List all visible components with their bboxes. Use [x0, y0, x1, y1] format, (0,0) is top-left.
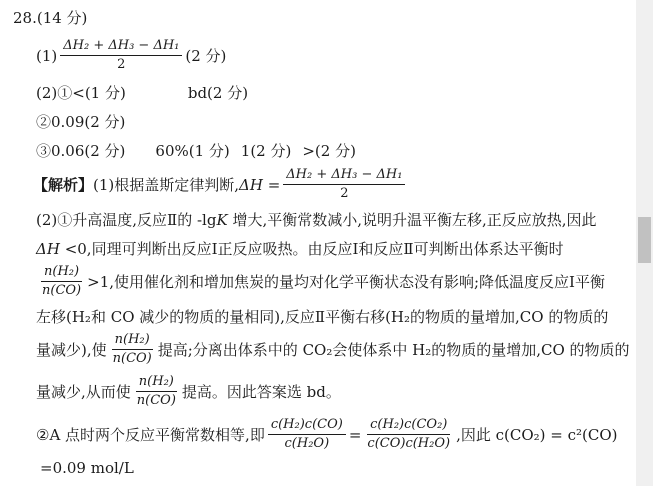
scrollbar-thumb[interactable]	[638, 217, 651, 263]
fraction-numerator: n(H₂)	[41, 264, 82, 282]
analysis-label: 【解析】	[33, 175, 94, 194]
fraction-numerator: n(H₂)	[136, 374, 177, 392]
delta-h: ΔH	[36, 240, 60, 258]
analysis-4-text: >1,使用催化剂和增加焦炭的量均对化学平衡状态没有影响;降低温度反应Ⅰ平衡	[87, 272, 605, 291]
analysis-line-8	[36, 417, 632, 452]
analysis-line-7	[36, 374, 632, 409]
analysis-line-4	[36, 264, 632, 299]
answer-2-3-b: 60%(1 分)	[155, 142, 230, 160]
answer-line-2-3	[36, 141, 632, 161]
analysis-1-text: (1)根据盖斯定律判断,	[93, 175, 240, 194]
mole-ratio-fraction	[134, 374, 179, 409]
analysis-line-3	[36, 239, 632, 259]
fraction-numerator: ΔH₂ + ΔH₃ − ΔH₁	[283, 167, 405, 185]
fraction-denominator: n(CO)	[42, 283, 82, 298]
fraction-denominator: n(CO)	[112, 351, 152, 366]
question-header-line	[13, 8, 632, 28]
variable-k: K	[216, 211, 228, 229]
analysis-7-text-b: 提高。因此答案选 bd。	[181, 382, 341, 401]
fraction-denominator: 2	[340, 186, 349, 201]
answer-1-score: (2 分)	[185, 46, 227, 65]
fraction-numerator: c(H₂)c(CO)	[268, 417, 346, 435]
analysis-line-2	[36, 210, 632, 230]
answer-2-3-d: >(2 分)	[302, 142, 356, 160]
delta-h-equals: ΔH =	[239, 175, 281, 194]
analysis-8-text-a: ②A 点时两个反应平衡常数相等,即	[36, 425, 265, 444]
question-number: 28.(14 分)	[13, 9, 88, 27]
answer-2-1-bd: bd(2 分)	[187, 84, 249, 102]
analysis-6-text-a: 量减少),使	[36, 340, 107, 359]
analysis-6-text-b: 提高;分离出体系中的 CO₂会使体系中 H₂的物质的量增加,CO 的物质的	[157, 340, 630, 359]
analysis-line-9	[40, 458, 632, 478]
scrollbar[interactable]	[636, 0, 653, 486]
analysis-line-5	[36, 307, 632, 327]
analysis-5-text: 左移(H₂和 CO 减少的物质的量相同),反应Ⅱ平衡右移(H₂的物质的量增加,CO 的物质的	[36, 308, 609, 326]
enthalpy-fraction	[283, 167, 405, 202]
fraction-numerator: c(H₂)c(CO₂)	[367, 417, 450, 435]
mole-ratio-fraction	[110, 332, 155, 367]
fraction-denominator: 2	[117, 57, 126, 72]
answer-2-1-value: (2)①<(1 分)	[36, 84, 126, 102]
analysis-2-text-a: (2)①升高温度,反应Ⅱ的 -lg	[36, 211, 217, 229]
analysis-8-text-b: ,因此 c(CO₂) = c²(CO)	[456, 425, 618, 444]
mole-ratio-fraction	[39, 264, 84, 299]
answer-line-2-1	[36, 83, 632, 103]
analysis-3-text: <0,同理可判断出反应Ⅰ正反应吸热。由反应Ⅰ和反应Ⅱ可判断出体系达平衡时	[59, 240, 564, 258]
answer-line-2-2	[36, 112, 632, 132]
fraction-numerator: n(H₂)	[112, 332, 153, 350]
answer-1-label: (1)	[36, 46, 58, 65]
answer-line-1	[36, 38, 632, 73]
fraction-denominator: c(CO)c(H₂O)	[367, 436, 451, 451]
analysis-2-text-b: 增大,平衡常数减小,说明升温平衡左移,正反应放热,因此	[227, 211, 597, 229]
fraction-denominator: c(H₂O)	[284, 436, 330, 451]
enthalpy-fraction	[60, 38, 182, 73]
answer-2-2-value: ②0.09(2 分)	[36, 113, 126, 131]
answer-2-3-a: ③0.06(2 分)	[36, 142, 126, 160]
equilibrium-fraction-right	[364, 417, 453, 452]
answer-2-3-c: 1(2 分)	[240, 142, 292, 160]
analysis-7-text-a: 量减少,从而使	[36, 382, 131, 401]
fraction-numerator: ΔH₂ + ΔH₃ − ΔH₁	[60, 38, 182, 56]
analysis-line-1	[33, 167, 632, 202]
analysis-line-6	[36, 332, 632, 367]
result-value: =0.09 mol/L	[40, 459, 134, 477]
fraction-denominator: n(CO)	[136, 393, 176, 408]
equals-sign: =	[348, 425, 362, 444]
equilibrium-fraction-left	[268, 417, 346, 452]
